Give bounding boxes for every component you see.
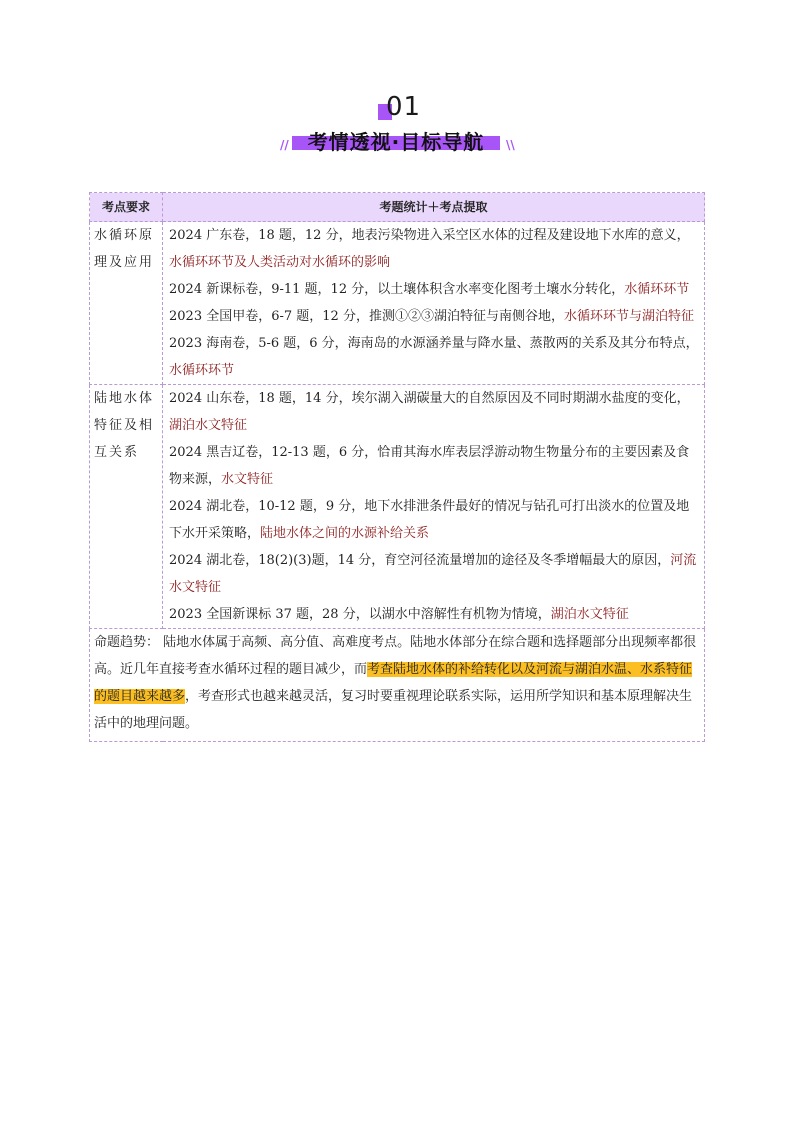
section-number: 01 xyxy=(386,92,422,122)
keypoint: 水循环环节 xyxy=(169,363,235,378)
list-item: 2024 广东卷，18 题，12 分，地表污染物进入采空区水体的过程及建设地下水库的意义，水循环环节及人类活动对水循环的影响 xyxy=(169,228,690,270)
list-item: 2024 新课标卷，9-11 题，12 分，以土壤体积含水率变化图考土壤水分转化，水循环环节 xyxy=(169,282,690,297)
list-item: 2023 全国新课标 37 题，28 分，以湖水中溶解性有机物为情境，湖泊水文特征 xyxy=(169,607,629,622)
keypoint: 水文特征 xyxy=(221,472,274,487)
trend-cell: 命题趋势： 陆地水体属于高频、高分值、高难度考点。陆地水体部分在综合题和选择题部分出现频率都很高。近几年直接考查水循环过程的题目减少，而考查陆地水体的补给转化以及河流与湖泊水温、水系特征的题目越来越多，考查形式也越来越灵活，复习时要重视理论联系实际，运用所学知识和基本原理解决生活中的地理问题。 xyxy=(90,629,705,742)
list-item: 2024 湖北卷，10-12 题，9 分，地下水排泄条件最好的情况与钻孔可打出淡水的位置及地下水开采策略，陆地水体之间的水源补给关系 xyxy=(169,499,690,541)
column-header-statistics: 考题统计＋考点提取 xyxy=(163,193,705,222)
list-item: 2024 黑吉辽卷，12-13 题，6 分，恰甫其海水库表层浮游动物生物量分布的主要因素及食物来源，水文特征 xyxy=(169,445,690,487)
keypoint: 河流水文特征 xyxy=(169,553,697,595)
table-row xyxy=(90,222,705,385)
trend-highlight: 考查陆地水体的补给转化以及河流与湖泊水温、水系特征的题目越来越多 xyxy=(94,662,693,704)
keypoint: 陆地水体之间的水源补给关系 xyxy=(260,526,430,541)
list-item: 2023 全国甲卷，6-7 题，12 分，推测①②③湖泊特征与南侧谷地，水循环环节与湖泊特征 xyxy=(169,309,694,324)
list-item: 2023 海南卷，5-6 题，6 分，海南岛的水源涵养量与降水量、蒸散两的关系及其分布特点，水循环环节 xyxy=(169,336,699,378)
items-cell xyxy=(163,385,705,629)
category-cell: 陆地水体特征及相互关系 xyxy=(90,385,163,629)
section-title: 考情透视·目标导航 xyxy=(307,130,485,154)
keypoint: 水循环环节 xyxy=(624,282,690,297)
list-item: 2024 山东卷，18 题，14 分，埃尔湖入湖碳量大的自然原因及不同时期湖水盐度的变化，湖泊水文特征 xyxy=(169,391,690,433)
decor-slash-left: // xyxy=(280,138,289,152)
column-header-requirement: 考点要求 xyxy=(90,193,163,222)
decor-slash-right: \\ xyxy=(506,138,515,152)
exam-analysis-table xyxy=(89,192,705,742)
keypoint: 水循环环节及人类活动对水循环的影响 xyxy=(169,255,391,270)
keypoint: 湖泊水文特征 xyxy=(550,607,629,622)
keypoint: 湖泊水文特征 xyxy=(169,418,248,433)
list-item: 2024 湖北卷，18(2)(3)题，14 分，育空河径流量增加的途径及冬季增幅最大的原因，河流水文特征 xyxy=(169,553,697,595)
trend-row xyxy=(90,629,705,742)
keypoint: 水循环环节与湖泊特征 xyxy=(563,309,694,324)
section-header xyxy=(0,92,794,162)
category-cell: 水循环原理及应用 xyxy=(90,222,163,385)
table-row xyxy=(90,385,705,629)
items-cell xyxy=(163,222,705,385)
table-header-row xyxy=(90,193,705,222)
section-number-badge xyxy=(372,92,432,126)
